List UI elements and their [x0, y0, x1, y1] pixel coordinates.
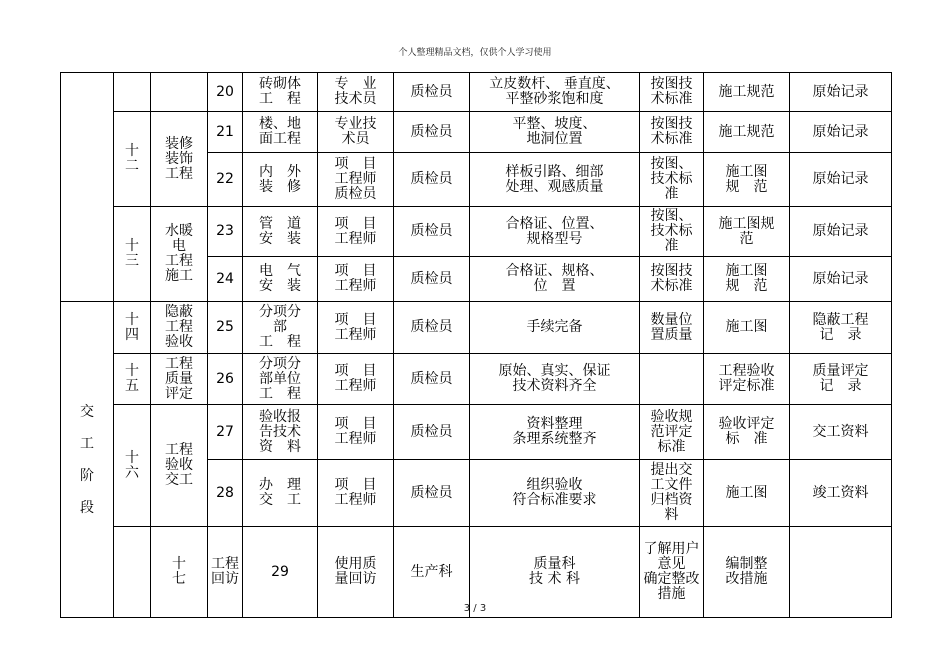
row-number: 26: [208, 354, 243, 405]
content-cell: 平整、坡度、 地洞位置: [470, 112, 640, 153]
inspector-cell: 质量科 技 术 科: [470, 527, 640, 618]
item-cell: 验收报 告技术 资 料: [243, 405, 318, 460]
basis-cell: 按图技 术标准: [640, 257, 704, 302]
owner-cell: 项 目 工程师: [318, 207, 394, 257]
table-row: [61, 73, 892, 112]
record-cell: 原始记录: [790, 73, 892, 112]
record-cell: 原始记录: [790, 207, 892, 257]
row-number: 22: [208, 153, 243, 207]
group-name-17: 工程 回访: [208, 527, 243, 618]
standard-cell: 施工图 规 范: [704, 257, 790, 302]
item-cell: 分项分 部单位 工 程: [243, 354, 318, 405]
item-cell: 电 气 安 装: [243, 257, 318, 302]
group-seq-15: 十 五: [114, 354, 151, 405]
row-number: 23: [208, 207, 243, 257]
phase-cell-upper: [61, 73, 114, 302]
inspector-cell: 质检员: [394, 207, 470, 257]
row-number: 21: [208, 112, 243, 153]
owner-cell: 专 业 技术员: [318, 73, 394, 112]
row-number: 29: [243, 527, 318, 618]
standard-cell: 施工图: [704, 302, 790, 354]
record-cell: 竣工资料: [790, 460, 892, 527]
inspector-cell: 质检员: [394, 302, 470, 354]
inspector-cell: 质检员: [394, 73, 470, 112]
table-row: [61, 112, 892, 153]
quality-control-table: [60, 72, 892, 618]
content-cell: 样板引路、细部 处理、观感质量: [470, 153, 640, 207]
phase-cell: 交 工 阶 段: [61, 302, 114, 618]
item-cell: 分项分 部 工 程: [243, 302, 318, 354]
inspector-cell: 质检员: [394, 112, 470, 153]
inspector-cell: 质检员: [394, 354, 470, 405]
content-cell: 资料整理 条理系统整齐: [470, 405, 640, 460]
group-name-12: 装修 装饰 工程: [151, 112, 208, 207]
table-row: [61, 207, 892, 257]
row-number: 24: [208, 257, 243, 302]
content-cell: 合格证、规格、 位 置: [470, 257, 640, 302]
item-cell: 使用质 量回访: [318, 527, 394, 618]
item-cell: 管 道 安 装: [243, 207, 318, 257]
owner-cell: 专业技 术员: [318, 112, 394, 153]
record-cell: 原始记录: [790, 153, 892, 207]
group-name-16: 工程 验收 交工: [151, 405, 208, 527]
owner-cell: 项 目 工程师 质检员: [318, 153, 394, 207]
content-cell: 立皮数杆、 垂直度、 平整砂浆饱和度: [470, 73, 640, 112]
owner-cell: 生产科: [394, 527, 470, 618]
basis-cell: 数量位 置质量: [640, 302, 704, 354]
record-cell: 原始记录: [790, 257, 892, 302]
group-seq-12: 十 二: [114, 112, 151, 207]
group-seq-14: 十 四: [114, 302, 151, 354]
basis-cell: 按图技 术标准: [640, 73, 704, 112]
page-number: 3 / 3: [463, 603, 487, 614]
basis-cell: 验收规 范评定 标准: [640, 405, 704, 460]
content-cell: 原始、真实、保证 技术资料齐全: [470, 354, 640, 405]
group-cell: [151, 73, 208, 112]
table-row: [61, 405, 892, 460]
standard-cell: 施工规范: [704, 112, 790, 153]
row-number: 20: [208, 73, 243, 112]
inspector-cell: 质检员: [394, 257, 470, 302]
seq-cell: [114, 73, 151, 112]
row-number: 25: [208, 302, 243, 354]
standard-cell: 施工规范: [704, 73, 790, 112]
item-cell: 楼、地 面工程: [243, 112, 318, 153]
row-number: 28: [208, 460, 243, 527]
standard-cell: 施工图: [704, 460, 790, 527]
standard-cell: 工程验收 评定标准: [704, 354, 790, 405]
group-name-15: 工程 质量 评定: [151, 354, 208, 405]
content-cell: 组织验收 符合标准要求: [470, 460, 640, 527]
content-cell: 手续完备: [470, 302, 640, 354]
group-seq-16: 十 六: [114, 405, 151, 527]
content-cell: 了解用户意见 确定整改措施: [640, 527, 704, 618]
record-cell: 隐蔽工程 记 录: [790, 302, 892, 354]
inspector-cell: 质检员: [394, 405, 470, 460]
inspector-cell: 质检员: [394, 153, 470, 207]
record-cell: 原始记录: [790, 112, 892, 153]
owner-cell: 项 目 工程师: [318, 460, 394, 527]
group-name-13: 水暖 电 工程 施工: [151, 207, 208, 302]
basis-cell: 按图、 技术标 准: [640, 153, 704, 207]
item-cell: 砖砌体 工 程: [243, 73, 318, 112]
owner-cell: 项 目 工程师: [318, 257, 394, 302]
item-cell: 内 外 装 修: [243, 153, 318, 207]
owner-cell: 项 目 工程师: [318, 354, 394, 405]
owner-cell: 项 目 工程师: [318, 302, 394, 354]
standard-cell: 验收评定 标 准: [704, 405, 790, 460]
basis-cell: [640, 354, 704, 405]
standard-cell: 施工图 规 范: [704, 153, 790, 207]
group-seq-13: 十 三: [114, 207, 151, 302]
basis-cell: 按图技 术标准: [640, 112, 704, 153]
content-cell: 合格证、位置、 规格型号: [470, 207, 640, 257]
owner-cell: 项 目 工程师: [318, 405, 394, 460]
row-number: 27: [208, 405, 243, 460]
item-cell: 办 理 交 工: [243, 460, 318, 527]
group-seq-17: 十 七: [151, 527, 208, 618]
header-note: 个人整理精品文档，仅供个人学习使用: [398, 48, 552, 58]
basis-cell: 编制整 改措施: [704, 527, 790, 618]
group-name-14: 隐蔽 工程 验收: [151, 302, 208, 354]
inspector-cell: 质检员: [394, 460, 470, 527]
record-cell: 质量评定 记 录: [790, 354, 892, 405]
record-cell: 交工资料: [790, 405, 892, 460]
standard-cell: 施工图规 范: [704, 207, 790, 257]
table-row: [61, 302, 892, 354]
basis-cell: 提出交 工文件 归档资 料: [640, 460, 704, 527]
table-row: [61, 354, 892, 405]
basis-cell: 按图、 技术标 准: [640, 207, 704, 257]
